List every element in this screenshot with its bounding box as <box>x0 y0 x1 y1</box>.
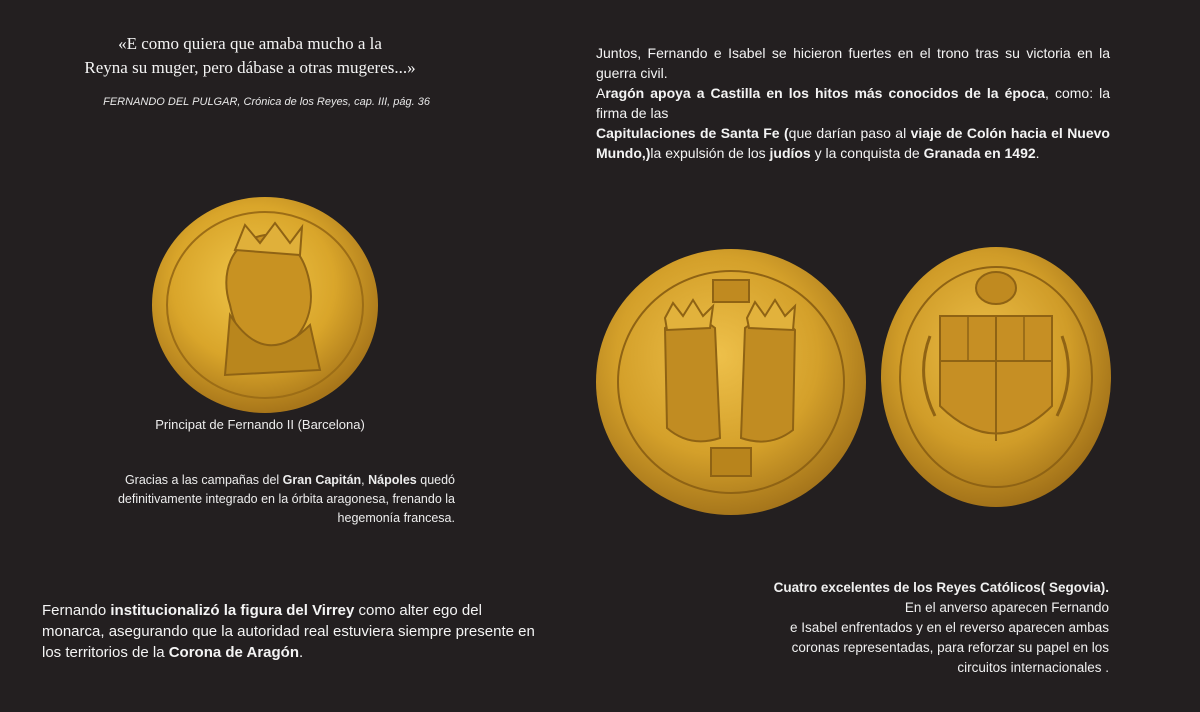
quote-citation: FERNANDO DEL PULGAR, Crónica de los Reyes, cap. III, pág. 36 <box>103 96 430 108</box>
bold-granada: Granada en 1492 <box>923 145 1036 161</box>
text-run: , como: la firma de las <box>596 85 1111 121</box>
coin-left-caption: Principat de Fernando II (Barcelona) <box>155 417 365 432</box>
text-run: como alter ego del monarca, asegurando que la autoridad real estuviera siempre presente en los territorios de la <box>42 602 535 661</box>
text-run: Fernando <box>42 602 111 619</box>
text-run: . <box>1035 145 1040 161</box>
coin-excelente-reverse <box>880 246 1112 508</box>
bold-capitulaciones: Capitulaciones de Santa Fe ( <box>596 125 789 141</box>
coin-fernando-ii <box>150 195 380 415</box>
text-run: Gracias a las campañas del <box>124 473 283 487</box>
virrey-paragraph <box>42 600 542 663</box>
text-run: la expulsión de los <box>650 145 770 161</box>
quote <box>30 32 470 80</box>
bold-corona-aragon: Corona de Aragón <box>168 644 300 661</box>
text-run: A <box>596 85 606 101</box>
bold-napoles: Nápoles <box>368 473 417 487</box>
text-run: que darían paso al <box>788 125 911 141</box>
coins-right-line-4: circuitos internacionales . <box>957 660 1109 675</box>
history-p3 <box>596 123 1110 163</box>
bold-aragon-apoya: ragón apoya a Castilla en los hitos más conocidos de la época <box>605 85 1046 101</box>
bold-coins-title: Cuatro excelentes de los Reyes Católicos( Segovia). <box>773 580 1109 595</box>
coins-right-title <box>720 578 1109 598</box>
coins-right-line-3: coronas representadas, para reforzar su papel en los <box>791 640 1109 655</box>
bold-viaje-colon: viaje de Colón hacia el Nuevo Mundo,) <box>596 125 1110 161</box>
text-run: y la conquista de <box>810 145 924 161</box>
bold-gran-capitan: Gran Capitán <box>282 473 362 487</box>
quote-line-1: «E como quiera que amaba mucho a la <box>118 34 382 53</box>
history-p2 <box>596 83 1110 123</box>
text-run: quedó definitivamente integrado en la órbita aragonesa, frenando la hegemonía francesa. <box>117 473 455 525</box>
naples-paragraph <box>90 471 455 528</box>
text-run: . <box>299 644 304 661</box>
quote-line-2: Reyna su muger, pero dábase a otras mugeres...» <box>84 58 416 77</box>
coin-excelente-obverse <box>595 248 867 516</box>
bold-judios: judíos <box>769 145 811 161</box>
coins-right-caption <box>720 578 1109 678</box>
history-paragraph <box>596 43 1110 163</box>
text-run: , <box>361 473 369 487</box>
history-p1: Juntos, Fernando e Isabel se hicieron fuertes en el trono tras su victoria en la guerra civil. <box>596 45 1110 81</box>
coins-right-line-2: e Isabel enfrentados y en el reverso aparecen ambas <box>790 620 1109 635</box>
bold-virrey: institucionalizó la figura del Virrey <box>110 602 355 619</box>
coins-right-line-1: En el anverso aparecen Fernando <box>904 600 1109 615</box>
